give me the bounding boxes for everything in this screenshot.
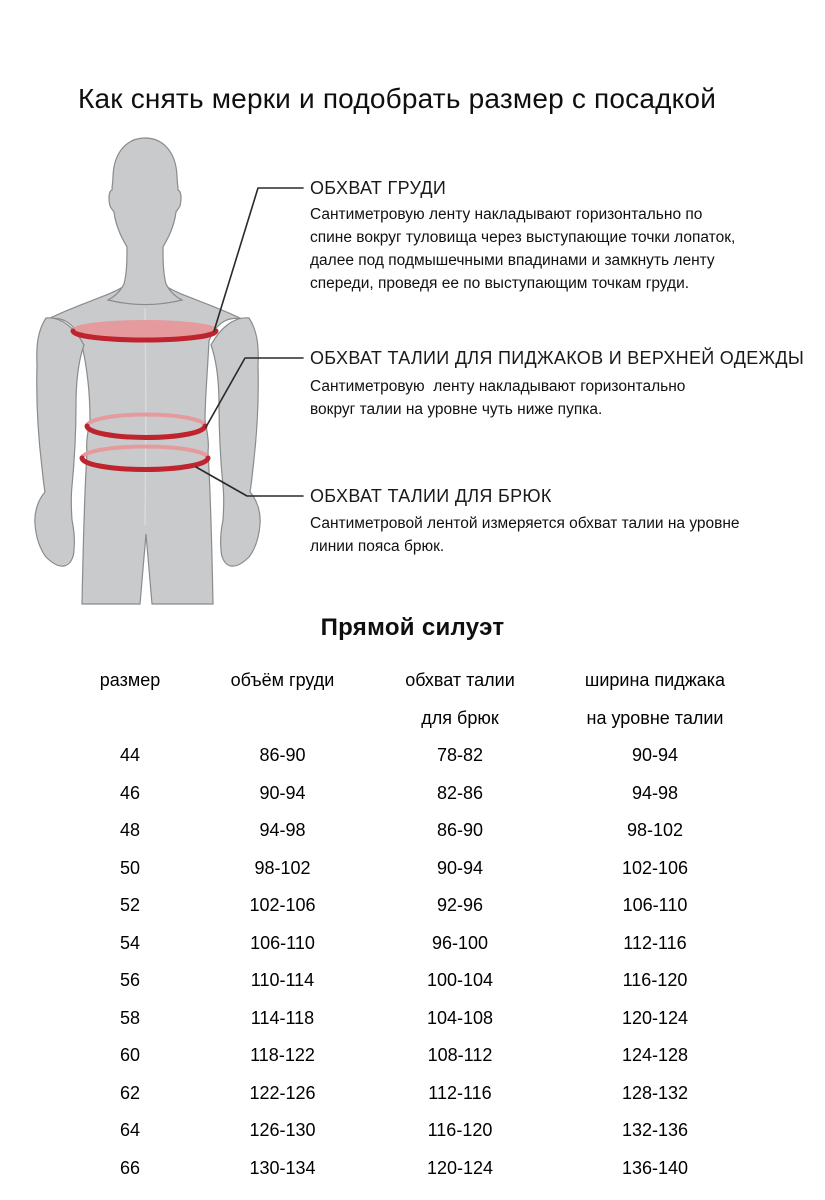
table-row — [55, 1150, 750, 1188]
table-row — [55, 812, 750, 850]
header-chest: объём груди — [230, 669, 335, 690]
table-cell: 52 — [119, 895, 141, 916]
annotation-title-trouser-waist: ОБХВАТ ТАЛИИ ДЛЯ БРЮК — [310, 486, 552, 506]
annotation-title-chest: ОБХВАТ ГРУДИ — [310, 178, 447, 198]
annotation-line: Сантиметровую ленту накладывают горизонтально — [310, 378, 686, 395]
table-row — [55, 925, 750, 963]
table-row — [55, 1112, 750, 1150]
table-cell: 58 — [119, 1007, 141, 1028]
table-cell: 106-110 — [622, 895, 688, 916]
table-cell: 90-94 — [259, 782, 306, 803]
table-cell: 102-106 — [621, 857, 689, 878]
annotation-line: спереди, проведя ее по выступающим точкам груди. — [310, 275, 690, 292]
silhouette-left-arm — [35, 318, 84, 566]
table-cell: 90-94 — [436, 857, 484, 878]
table-cell: 112-116 — [428, 1082, 492, 1103]
table-cell: 96-100 — [431, 932, 489, 953]
header-jacket-width: ширина пиджака — [584, 669, 726, 690]
table-cell: 118-122 — [250, 1045, 315, 1066]
chest-band — [73, 322, 216, 340]
annotation-line: линии пояса брюк. — [310, 538, 445, 555]
annotation-line: далее под подмышечными впадинами и замкнуть ленту — [310, 252, 715, 269]
table-cell: 106-110 — [250, 932, 315, 953]
table-cell: 132-136 — [621, 1120, 689, 1141]
table-row — [55, 1037, 750, 1075]
table-cell: 120-124 — [621, 1007, 689, 1028]
table-cell: 56 — [119, 970, 141, 991]
table-cell: 86-90 — [259, 745, 306, 766]
table-cell: 94-98 — [259, 820, 306, 841]
annotation-desc-jacket-waist — [310, 375, 685, 421]
annotation-line: Сантиметровой лентой измеряется обхват талии на уровне — [310, 515, 740, 532]
table-body — [55, 737, 750, 1187]
annotation-line: вокруг талии на уровне чуть ниже пупка. — [310, 401, 603, 418]
table-row — [55, 850, 750, 888]
silhouette-right-arm — [211, 318, 260, 566]
table-cell: 110-114 — [250, 970, 315, 991]
table-cell: 98-102 — [254, 857, 311, 878]
annotation-title-jacket-waist: ОБХВАТ ТАЛИИ ДЛЯ ПИДЖАКОВ И ВЕРХНЕЙ ОДЕЖДЫ — [310, 348, 805, 368]
table-cell: 128-132 — [621, 1082, 689, 1103]
annotation-line: Сантиметровую ленту накладывают горизонтально по — [310, 206, 703, 223]
table-header-row-2 — [55, 699, 750, 737]
silhouette-head — [108, 138, 182, 305]
header-waist-2: для брюк — [421, 707, 499, 728]
table-cell: 64 — [119, 1120, 141, 1141]
table-cell: 94-98 — [631, 782, 679, 803]
table-row — [55, 962, 750, 1000]
table-cell: 44 — [119, 745, 141, 766]
table-cell: 98-102 — [626, 820, 684, 841]
table-header-row-1 — [55, 661, 750, 699]
table-cell: 136-140 — [621, 1157, 689, 1178]
table-cell: 116-120 — [622, 970, 688, 991]
annotation-line: спине вокруг туловища через выступающие точки лопаток, — [310, 229, 736, 246]
table-cell: 120-124 — [426, 1157, 494, 1178]
table-cell: 112-116 — [623, 932, 687, 953]
table-cell: 116-120 — [427, 1120, 493, 1141]
table-cell: 92-96 — [436, 895, 484, 916]
table-cell: 78-82 — [436, 745, 484, 766]
table-cell: 102-106 — [249, 895, 316, 916]
table-row — [55, 775, 750, 813]
table-cell: 62 — [119, 1082, 141, 1103]
annotation-desc-chest — [310, 203, 735, 295]
table-cell: 114-118 — [250, 1007, 315, 1028]
table-row — [55, 737, 750, 775]
table-row — [55, 1000, 750, 1038]
table-cell: 130-134 — [249, 1157, 316, 1178]
table-cell: 86-90 — [436, 820, 484, 841]
table-cell: 104-108 — [426, 1007, 494, 1028]
table-cell: 66 — [119, 1157, 141, 1178]
header-waist: обхват талии — [405, 669, 515, 690]
annotation-desc-trouser-waist — [310, 512, 740, 558]
table-cell: 48 — [119, 820, 141, 841]
table-title: Прямой силуэт — [320, 614, 505, 641]
table-row — [55, 887, 750, 925]
table-row — [55, 1075, 750, 1113]
table-cell: 100-104 — [426, 970, 494, 991]
table-cell: 54 — [119, 932, 141, 953]
header-jacket-width-2: на уровне талии — [586, 707, 724, 728]
table-cell: 46 — [119, 782, 141, 803]
leader-line-chest — [214, 188, 303, 331]
table-cell: 126-130 — [249, 1120, 316, 1141]
table-cell: 108-112 — [427, 1045, 493, 1066]
table-cell: 122-126 — [249, 1082, 316, 1103]
size-table — [55, 661, 750, 1187]
header-size: размер — [99, 669, 161, 690]
table-cell: 60 — [119, 1045, 141, 1066]
table-cell: 124-128 — [621, 1045, 689, 1066]
table-cell: 90-94 — [631, 745, 679, 766]
table-cell: 82-86 — [436, 782, 484, 803]
page-title: Как снять мерки и подобрать размер с посадкой — [78, 83, 717, 114]
table-cell: 50 — [119, 857, 141, 878]
